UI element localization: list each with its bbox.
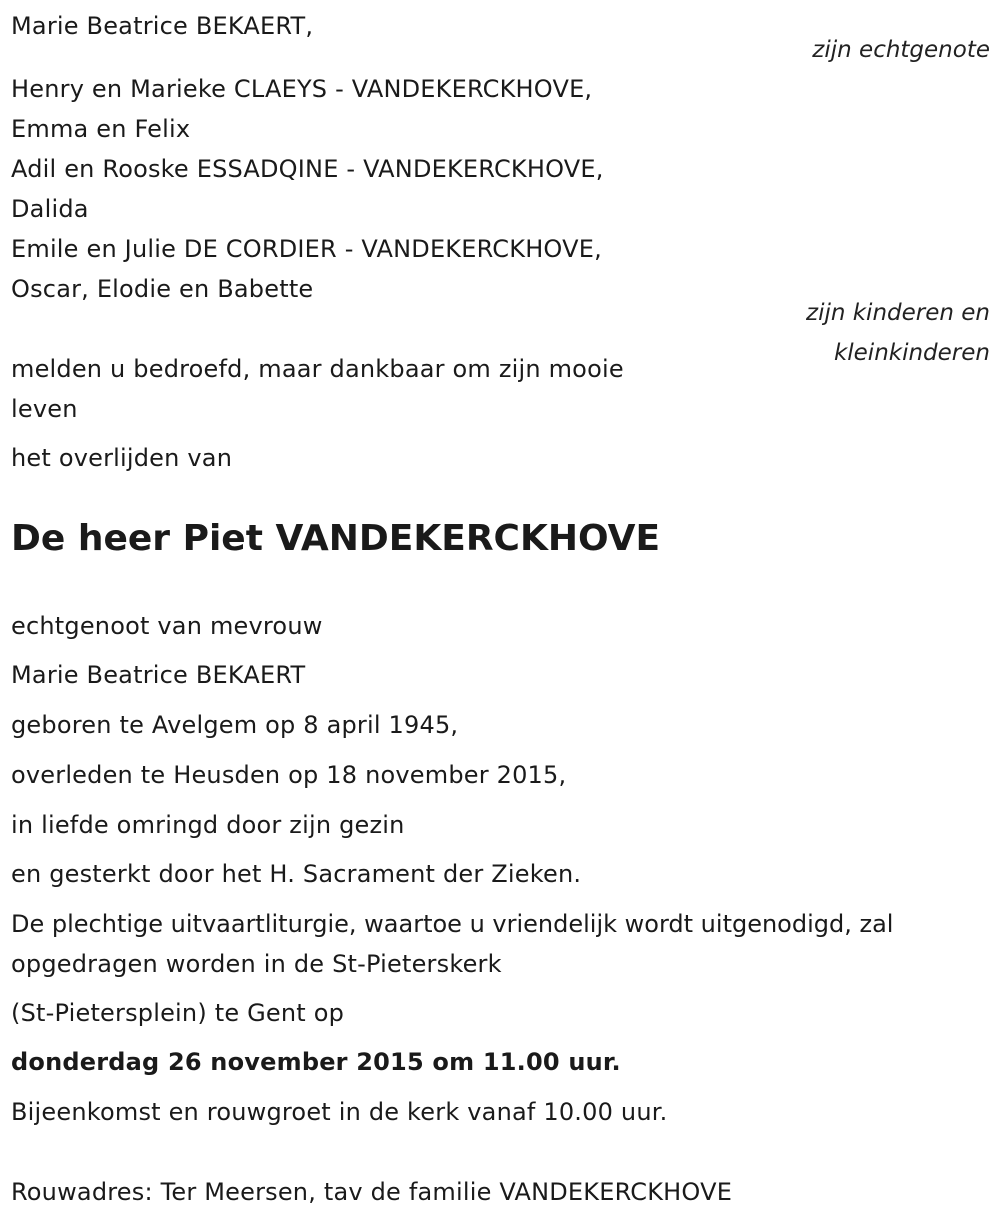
child-line-2: Emma en Felix	[11, 115, 191, 143]
sacrament-line: en gesterkt door het H. Sacrament der Zieken.	[11, 860, 582, 888]
children-role-line-1: zijn kinderen en	[806, 300, 990, 326]
child-line-4: Dalida	[11, 195, 89, 223]
spouse-name-detail: Marie Beatrice BEKAERT	[11, 661, 306, 689]
funeral-line-1: De plechtige uitvaartliturgie, waartoe u vriendelijk wordt uitgenodigd, zal	[11, 910, 894, 938]
birth-line: geboren te Avelgem op 8 april 1945,	[11, 711, 459, 739]
death-line: overleden te Heusden op 18 november 2015,	[11, 761, 567, 789]
funeral-line-3: (St-Pietersplein) te Gent op	[11, 999, 345, 1027]
spouse-role: zijn echtgenote	[812, 37, 990, 63]
deceased-name-heading: De heer Piet VANDEKERCKHOVE	[11, 518, 661, 559]
spouse-name-line: Marie Beatrice BEKAERT,	[11, 12, 314, 40]
address-line: Rouwadres: Ter Meersen, tav de familie VANDEKERCKHOVE	[11, 1178, 733, 1206]
child-line-6: Oscar, Elodie en Babette	[11, 275, 314, 303]
funeral-line-2: opgedragen worden in de St-Pieterskerk	[11, 950, 502, 978]
announcement-line-2: leven	[11, 395, 78, 423]
announcement-line-1: melden u bedroefd, maar dankbaar om zijn mooie	[11, 355, 624, 383]
announcement-line-3: het overlijden van	[11, 444, 233, 472]
child-line-3: Adil en Rooske ESSADQINE - VANDEKERCKHOVE,	[11, 155, 604, 183]
funeral-date-line: donderdag 26 november 2015 om 11.00 uur.	[11, 1048, 621, 1076]
spouse-intro: echtgenoot van mevrouw	[11, 612, 323, 640]
child-line-5: Emile en Julie DE CORDIER - VANDEKERCKHOVE,	[11, 235, 602, 263]
children-role-line-2: kleinkinderen	[833, 340, 990, 366]
gathering-line: Bijeenkomst en rouwgroet in de kerk vanaf 10.00 uur.	[11, 1098, 668, 1126]
surrounded-line: in liefde omringd door zijn gezin	[11, 811, 405, 839]
child-line-1: Henry en Marieke CLAEYS - VANDEKERCKHOVE,	[11, 75, 593, 103]
